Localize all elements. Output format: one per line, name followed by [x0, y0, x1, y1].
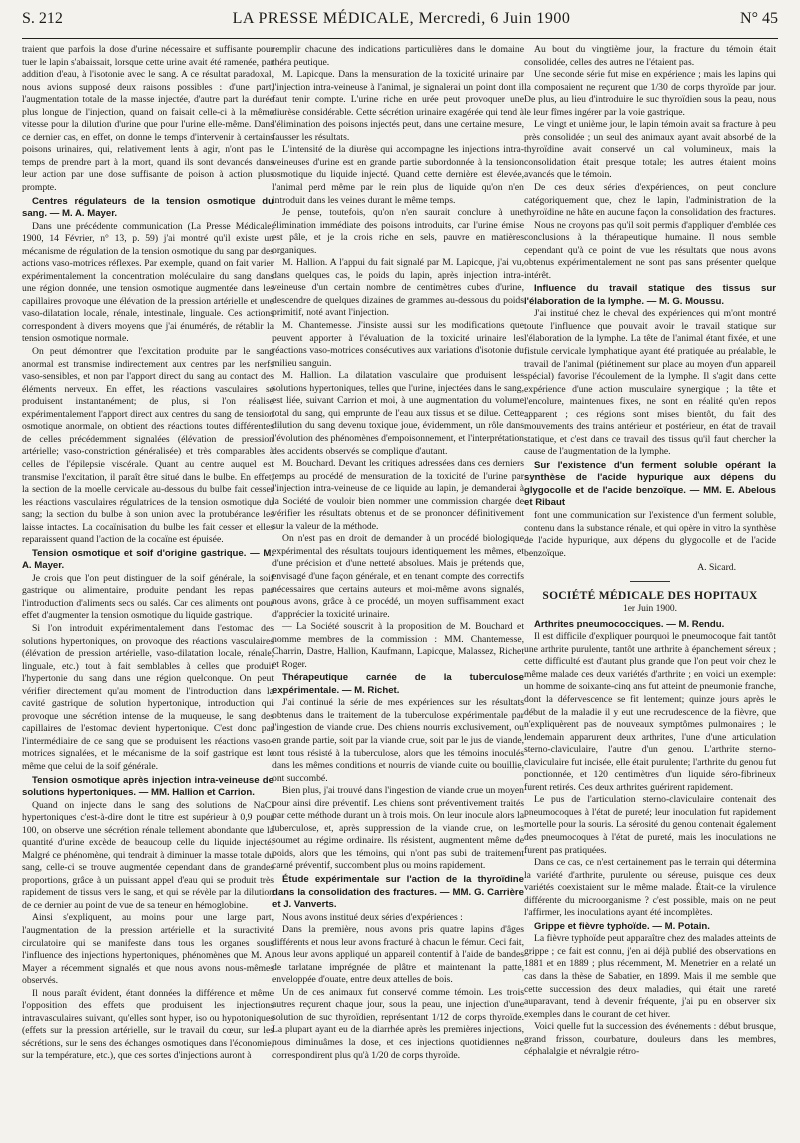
section-heading: Sur l'existence d'un ferment soluble opérant la synthèse de l'acide hypurique aux dépens du glygocolle et de l'acide benzoïque. — MM. E. Abelous et Ribaut: [524, 459, 776, 509]
paragraph: J'ai institué chez le cheval des expériences qui m'ont montré toute l'influence que pouvait avoir le travail statique sur l'élaboration de la lymphe. La tête de l'animal étant fixée, et une fistule cervicale lymphatique ayant été pratiquée au préalable, le travail de l'animal (piétinement sur place au moyen d'un appareil spécial) favorise l'écoulement de la lymphe. Il s'agit dans cette expérience d'une action musculaire synergique ; la tête et l'encolure, maintenues fixes, ne sont en réalité qu'en repos apparent ; ces régions sont mises bientôt, du fait des mouvements des trains antérieur et postérieur, en état de travail statique, et c'est dans ce travail des tissus qu'il faut chercher la cause de l'augmentation de la lymphe.: [524, 308, 776, 458]
paragraph: — La Société souscrit à la proposition de M. Bouchard et nomme membres de la commission : MM. Chantemesse, Charrin, Dastre, Hallion, Kaufmann, Lapicque, Malassez, Richet et Roger.: [272, 621, 524, 670]
column-2: [272, 44, 524, 1134]
paragraph: Il est difficile d'expliquer pourquoi le pneumocoque fait tantôt une arthrite purulente, tantôt une arthrite à épanchement séreux ; cette difficulté est d'autant plus grande que l'on peut voir chez le même malade ces deux variétés d'arthrite ; en voici un exemple: un homme de soixante-cinq ans fut atteint de pneumonie franche, dont la défervescence se fit lentement; quinze jours après le début de la maladie il y eut une recrudescence de la fièvre, que n'expliquèrent pas de nouveaux symptômes pulmonaires ; le lendemain apparurent deux arthrites, l'une d'une articulation sterno-claviculaire, l'autre d'un genou. L'arthrite sterno-claviculaire fut incisée, elle était purulente; l'arthrite du genou fut ponctionnée, et 120 centimètres d'un liquide séro-fibrineux furent retirés. Ces deux arthrites guérirent rapidement.: [524, 631, 776, 793]
section-heading: Étude expérimentale sur l'action de la thyroïdine dans la consolidation des fractures. — MM. G. Carrière et J. Vanverts.: [272, 874, 524, 910]
section-heading: Tension osmotique après injection intra-veineuse de solutions hypertoniques. — MM. Hallion et Carrion.: [22, 774, 274, 799]
paragraph: La fièvre typhoïde peut apparaître chez des malades atteints de grippe ; ce fait est connu, j'en ai déjà publié des observations en 1881 et en 1889 ; plus récemment, M. Menetrier en a relaté un cas dans la thèse de Sabatier, en 1899. Mais il me semble que cette succession des deux maladies, qui était une rareté auparavant, tend à devenir fréquente, j'ai pu en observer six exemples dans le courant de cet hiver.: [524, 933, 776, 1020]
page-number: S. 212: [22, 10, 63, 27]
paragraph: Une seconde série fut mise en expérience ; mais les lapins qui la composaient ne reçurent que 1/30 de corps thyroïde par jour. De plus, au lieu d'introduire le suc thyroïdien sous la peau, nous le leur fîmes ingérer par la voie gastrique.: [524, 69, 776, 118]
paragraph: Le pus de l'articulation sterno-claviculaire contenait des pneumocoques à l'état de pureté; leur inoculation fut rapidement mortelle pour la souris. La sérosité du genou contenait également des pneumocoques à l'état de pureté, mais les inoculations ne furent pas pratiquées.: [524, 794, 776, 856]
paragraph: traient que parfois la dose d'urine nécessaire et suffisante pour tuer le lapin s'abaissait, lorsque cette urine avait été ramenée, par addition d'eau, à l'isotonie avec le sang. A ce résultat paradoxal, nous avions supposé deux raisons possibles : d'une part, l'augmentation totale de la masse injectée, d'autre part la durée plus longue de l'injection, quand on faisait celle-ci à la même vitesse pour la dilution d'urine que pour l'urine elle-même. Dans ce dernier cas, en effet, on donne le temps d'intervenir à certains poisons urinaires, qui, relativement lents à agir, n'ont pas le temps de prendre part à la mort, quand ils sont devancés dans leur action par une dose suffisante de poison à action plus prompte.: [22, 44, 274, 194]
issue-number: N° 45: [740, 10, 778, 27]
paragraph: Il nous paraît évident, étant données la différence et même l'opposition des effets que produisent les injections intravasculaires suivant, qu'elles sont hyper, iso ou hypotoniques (effets sur la pression artérielle, sur le travail du cœur, sur les sécrétions, sur le sens des échanges osmotiques dans l'économie, sur la température, etc.), que ces sortes d'injections auront à: [22, 987, 274, 1062]
paragraph: M. Lapicque. Dans la mensuration de la toxicité urinaire par l'injection intra-veineuse à l'animal, je signalerai un point dont il faut tenir compte. L'urine riche en urée peut provoquer une diurèse considérable. Cette sécrétion urinaire exagérée qui tend à l'élimination des poisons injectés peut, dans une certaine mesure, fausser les résultats.: [272, 69, 524, 143]
section-heading: Grippe et fièvre typhoïde. — M. Potain.: [534, 920, 710, 932]
paragraph: M. Bouchard. Devant les critiques adressées dans ces derniers temps au procédé de mensuration de la toxicité de l'urine par l'injection intra-veineuse de ce liquide au lapin, je demanderai à la Société de vouloir bien nommer une commission chargée de vérifier les résultats obtenus et de se prononcer définitivement sur la valeur de la méthode.: [272, 458, 524, 532]
section-heading: Tension osmotique et soif d'origine gastrique. — M. A. Mayer.: [22, 547, 274, 572]
paragraph: On n'est pas en droit de demander à un procédé biologique expérimental des résultats toujours identiquement les mêmes, et d'une précision et d'une netteté absolues. Mais je prétends que, envisagé d'une façon générale, et en tenant compte des correctifs nécessaires que certains auteurs et moi-même avons signalés, nous avons, grâce à ce procédé, un moyen suffisamment exact d'apprécier la toxicité urinaire.: [272, 533, 524, 620]
paragraph: M. Hallion. La dilatation vasculaire que produisent les solutions hypertoniques, telles que l'urine, injectées dans le sang, est liée, suivant Carrion et moi, à une augmentation du volume total du sang, qui emprunte de l'eau aux tissus et se dilue. Cette dilution du sang devenu toxique joue, évidemment, un rôle dans l'évolution des phénomènes d'empoisonnement, et l'interprétation des accidents observés se complique d'autant.: [272, 370, 524, 457]
paragraph: Dans la première, nous avons pris quatre lapins d'âges différents et nous leur avons fracturé à chacun le fémur. Ceci fait, nous leur avons appliqué un appareil contentif à l'aide de bandes de tarlatane imprégnée de plâtre et maintenant la patte, enveloppée d'ouate, entre deux attelles de bois.: [272, 924, 524, 986]
paragraph: On peut démontrer que l'excitation produite par le sang anormal est transmise indirectement aux centres par les nerfs vaso-sensibles, et non par l'apport direct du sang au contact des éléments nerveux. En effet, les réactions vasculaires se produisent instantanément; de plus, si l'on réalise expérimentalement l'apport direct aux centres du sang de tension osmotique anormale, on obtient des réactions toutes différentes de celles précédemment signalées (élévation de pression artérielle; vaso-constriction généralisée) et très comparables à celles de l'épilepsie viscérale. Quant au centre auquel est transmise l'excitation, il paraît être situé dans le bulbe. En effet, la section de la moelle cervicale au-dessous du bulbe fait cesser les réactions vasculaires régulatrices de la tension osmotique du sang; la section du bulbe à son union avec la protubérance les laisse intactes. La cocaïnisation du bulbe les fait cesser et elles reparaissent quand l'action de la cocaïne est épuisée.: [22, 346, 274, 546]
paragraph: De ces deux séries d'expériences, on peut conclure catégoriquement que, chez le lapin, l'administration de la thyroïdine ne hâte en aucune façon la consolidation des fractures.: [524, 182, 776, 219]
paragraph: Voici quelle fut la succession des événements : début brusque, grand frisson, courbature, douleurs dans les membres, céphalalgie et névralgie rétro-: [524, 1021, 776, 1058]
column-3: [524, 44, 776, 1134]
paragraph: M. Chantemesse. J'insiste aussi sur les modifications que peuvent apporter à l'évaluation de la toxicité urinaire les réactions vaso-motrices consécutives aux variations d'isotonie du milieu sanguin.: [272, 320, 524, 369]
paragraph: Un de ces animaux fut conservé comme témoin. Les trois autres reçurent chaque jour, sous la peau, une injection d'une solution de suc thyroïdien, représentant 1/12 de corps thyroïde. La plupart ayant eu de la diarrhée après les premières injections, nous diminuâmes la dose, et ces injections quotidiennes ne correspondirent plus qu'à 1/20 de corps thyroïde.: [272, 986, 524, 1061]
paragraph: Quand on injecte dans le sang des solutions de NaCl hypertoniques c'est-à-dire dont le titre est supérieur à 0,9 pour 100, on observe une sécrétion rénale tellement abondante que la quantité d'urine excède de beaucoup celle du liquide injecté. Malgré ce phénomène, qui tendrait à diminuer la masse totale du sang, celle-ci se trouve augmentée cependant dans de grandes proportions, grâce à un puissant appel d'eau qui se produit très rapidement de tissus vers le sang, et qui se révèle par la dilution de ce dernier au point de vue de sa teneur en hémoglobine.: [22, 799, 274, 911]
paragraph: Je crois que l'on peut distinguer de la soif générale, la soif gastrique ou alimentaire, produite pendant les repas par l'introduction d'aliments secs ou salés. Car ces aliments ont pour effet d'augmenter la tension osmotique du liquide gastrique.: [22, 572, 274, 622]
paragraph: Dans une précédente communication (La Presse Médicale, 1900, 14 Février, n° 13, p. 59) j'ai montré qu'il existe un mécanisme de régulation de la tension osmotique du sang par des actions vaso-motrices réflexes. Par exemple, quand on fait varier expérimentalement la concentration moléculaire du sang dans une région donnée, une tension osmotique augmentée dans les capillaires provoque une élévation de la pression artérielle et une vaso-dilatation locale, rénale, intestinale, linguale. Ces actions correspondent à divers moyens que j'ai énumérés, de rétablir la tension osmotique normale.: [22, 220, 274, 345]
paragraph: Ainsi s'expliquent, au moins pour une large part, l'augmentation de la pression artérielle et la suractivité circulatoire qui se manifeste dans tous les organes sous l'influence des injections hypertoniques, phénomènes que M. A. Mayer a récemment signalés et que nous avons nous-mêmes observés.: [22, 912, 274, 987]
paragraph: J'ai continué la série de mes expériences sur les résultats obtenus dans le traitement de la tuberculose expérimentale par l'ingestion de viande crue. Des chiens nourris exclusivement, ou en grande partie, soit par la viande crue, soit par le jus de viande, ont tous résisté à la tuberculose, alors que les témoins inoculés dans les mêmes conditions et nourris de viande cuite ou bouillie, ont succombé.: [272, 697, 524, 784]
paragraph: Nous avons institué deux séries d'expériences :: [282, 911, 463, 923]
section-heading: Influence du travail statique des tissus sur l'élaboration de la lymphe. — M. G. Moussu.: [524, 283, 776, 307]
society-title: SOCIÉTÉ MÉDICALE DES HOPITAUX: [542, 589, 758, 602]
paragraph: Au bout du vingtième jour, la fracture du témoin était consolidée, celles des autres ne l'étaient pas.: [524, 44, 776, 68]
paragraph: Je pense, toutefois, qu'on n'en saurait conclure à une élimination immédiate des poisons introduits, car l'urine émise est pâle, et je la crois riche en sels, pauvre en matières organiques.: [272, 207, 524, 256]
section-divider: [630, 581, 670, 582]
section-heading: Thérapeutique carnée de la tuberculose expérimentale. — M. Richet.: [272, 672, 524, 696]
header-rule: [22, 38, 778, 39]
column-1: [22, 44, 274, 1134]
section-heading: Arthrites pneumococciques. — M. Rendu.: [534, 618, 725, 630]
section-heading: Centres régulateurs de la tension osmotique du sang. — M. A. Mayer.: [22, 195, 274, 220]
paragraph: remplir chacune des indications particulières dans le domaine théra peutique.: [272, 44, 524, 68]
paragraph: M. Hallion. A l'appui du fait signalé par M. Lapicque, j'ai vu, dans quelques cas, le poids du lapin, après injection intra-veineuse d'un certain nombre de centimètres cubes d'urine, descendre de quelques dizaines de grammes au-dessous du poids primitif, noté avant l'injection.: [272, 257, 524, 319]
session-date: 1er Juin 1900.: [622, 604, 678, 615]
paragraph: font une communication sur l'existence d'un ferment soluble, contenu dans la substance rénale, et qui opère in vitro la synthèse de l'acide hypurique, aux dépens du glygocolle et de l'acide benzoïque.: [524, 509, 776, 559]
paragraph: Dans ce cas, ce n'est certainement pas le terrain qui détermina la variété d'arthrite, purulente ou séreuse, puisque ces deux variétés coexistaient sur le même malade. Était-ce la virulence différente du microorganisme ? c'est possible, mais on ne peut l'affirmer, les inoculations ayant été incomplètes.: [524, 857, 776, 919]
author-signature: A. Sicard.: [697, 562, 736, 574]
paragraph: Nous ne croyons pas qu'il soit permis d'appliquer d'emblée ces conclusions à la thérapeutique humaine. Il nous semble cependant qu'à ce point de vue les résultats que nous avons obtenus expérimentalement ne sont pas sans présenter quelque intérêt.: [524, 219, 776, 281]
paragraph: Si l'on introduit expérimentalement dans l'estomac des solutions hypertoniques, on provoque des réactions vasculaires (élévation de pression artérielle, vaso-dilatation locale, rénale, linguale, etc.) tout à fait semblables à celles que produit l'hypertonie du sang dans une région quelconque. On peut vérifier directement qu'au moment de l'introduction dans la cavité gastrique de solution hypertonique, introduction qui provoque une sécrétion intense de la muqueuse, le sang des capillaires de l'estomac devient hypertonique. C'est donc par l'intermédiaire de ce sang que se produisent les réactions vaso-motrices signalées, et le mécanisme de la soif gastrique est le même que celui de la soif générale.: [22, 622, 274, 772]
paragraph: L'intensité de la diurèse qui accompagne les injections intra-veineuses d'urine est en grande partie subordonnée à la tension osmotique du liquide injecté. Quand cette dernière est élevée, l'animal perd même par le rein plus de liquide qu'on n'en introduit dans les veines durant le même temps.: [272, 144, 524, 206]
paragraph: Bien plus, j'ai trouvé dans l'ingestion de viande crue un moyen pour ainsi dire préventif. Les chiens sont préventivement traités par cette méthode durant un à trois mois. On leur inocule alors la tuberculose, et, après suppression de la viande crue, on les soumet au régime ordinaire. Ils résistent, augmentent même de poids, alors que les témoins, qui n'ont pas subi de traitement carné préventif, succombent plus ou moins rapidement.: [272, 785, 524, 872]
page-header: [22, 10, 778, 34]
journal-title: LA PRESSE MÉDICALE, Mercredi, 6 Juin 1900: [232, 10, 571, 27]
paragraph: Le vingt et unième jour, le lapin témoin avait sa fracture à peu près consolidée ; un seul des animaux ayant avait absorbé de la thyroïdine avait conservé un cal volumineux, mais la consolidation était presque totale; les autres étaient moins avancés que le témoin.: [524, 119, 776, 181]
